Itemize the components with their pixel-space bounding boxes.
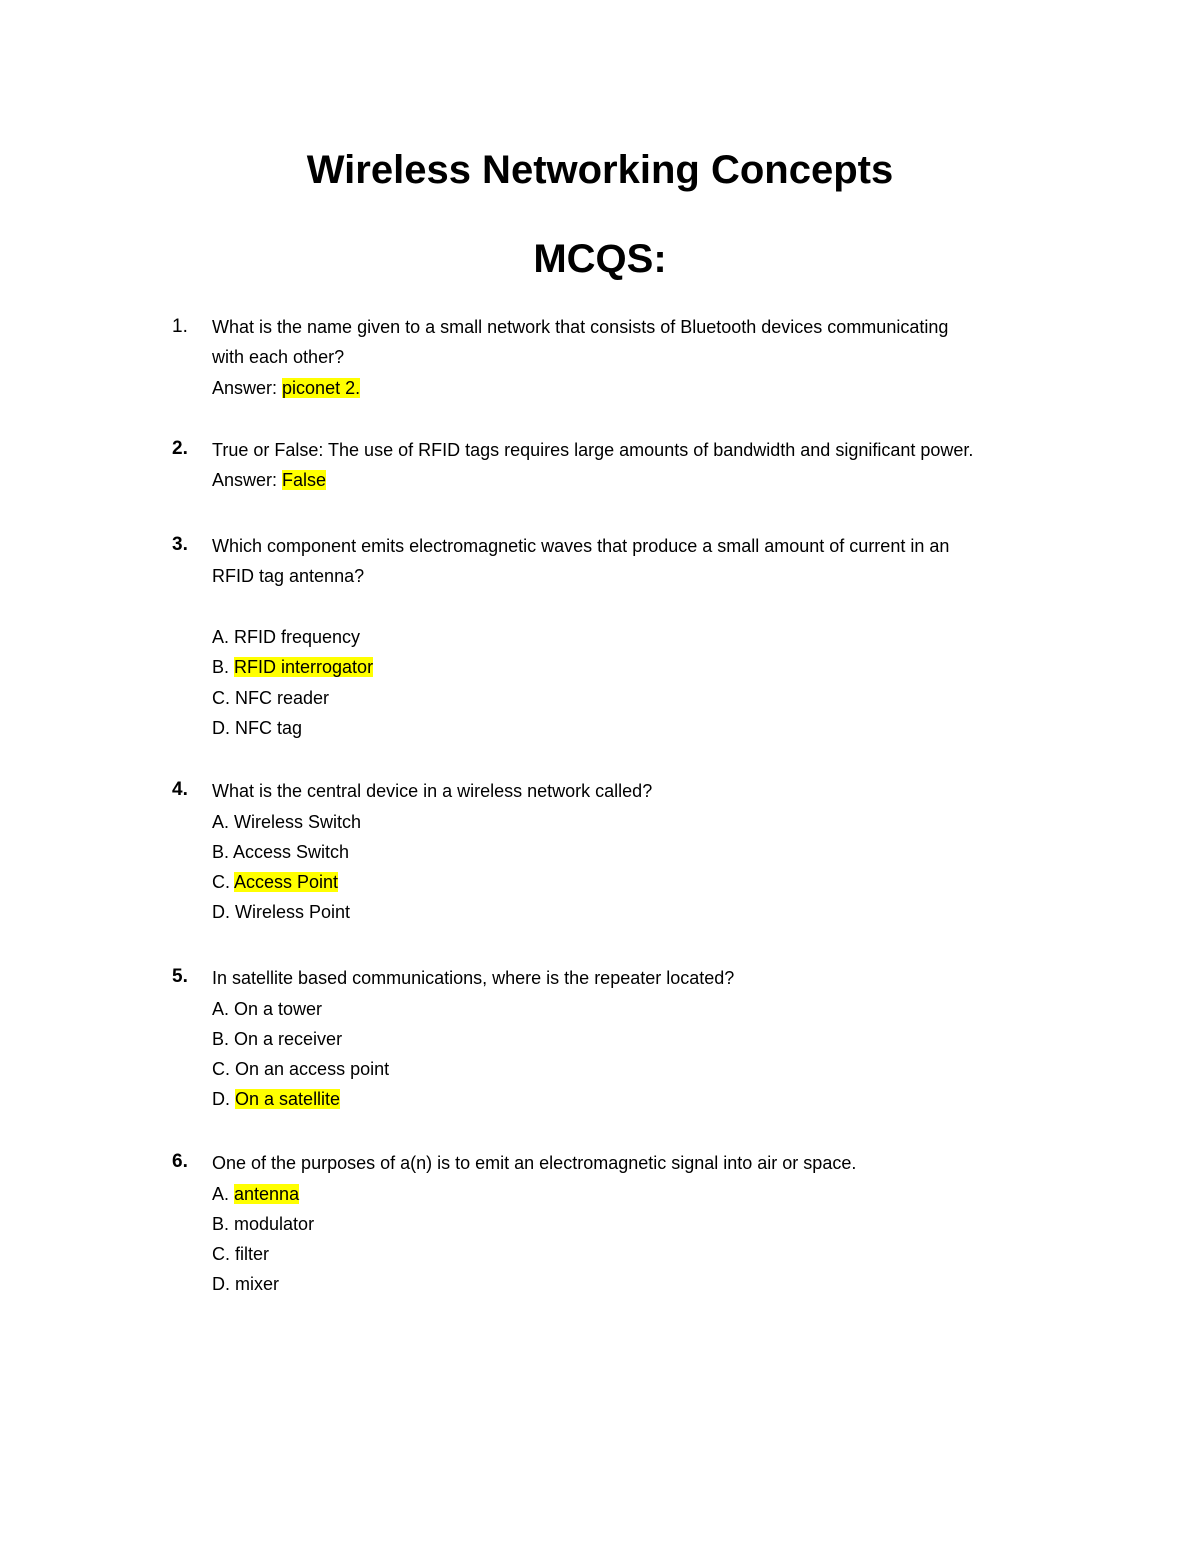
document-subtitle: MCQS:: [533, 237, 667, 281]
question-number: 1.: [172, 316, 188, 337]
option-c: [212, 1242, 269, 1266]
option-a: [212, 1182, 299, 1206]
option-c: [212, 686, 329, 710]
option-d: [212, 900, 350, 924]
option-letter: A.: [212, 627, 235, 647]
option-a: [212, 810, 361, 834]
option-text: RFID frequency: [234, 627, 361, 647]
option-text: NFC tag: [235, 718, 303, 738]
document-title: Wireless Networking Concepts: [306, 148, 894, 192]
question-number: 6.: [172, 1151, 188, 1172]
option-letter: B.: [212, 1214, 235, 1234]
option-text: modulator: [234, 1214, 315, 1234]
option-text: Access Switch: [233, 842, 350, 862]
option-b: [212, 1027, 342, 1051]
option-text: On a receiver: [234, 1029, 343, 1049]
answer-label: Answer:: [212, 470, 283, 490]
option-text-highlighted: Access Point: [234, 872, 339, 892]
option-letter: C.: [212, 688, 236, 708]
option-letter: C.: [212, 1059, 236, 1079]
option-c: [212, 870, 338, 894]
question-number: 4.: [172, 779, 188, 800]
option-d: [212, 1272, 279, 1296]
question-number: 3.: [172, 534, 188, 555]
option-b: [212, 840, 349, 864]
option-text-highlighted: On a satellite: [235, 1089, 341, 1109]
option-letter: D.: [212, 1089, 236, 1109]
question-text: Which component emits electromagnetic waves that produce a small amount of current in an: [212, 536, 950, 556]
option-d: [212, 1087, 340, 1111]
option-letter: D.: [212, 1274, 236, 1294]
option-letter: D.: [212, 902, 236, 922]
option-c: [212, 1057, 389, 1081]
question-number: 5.: [172, 966, 188, 987]
option-text-highlighted: RFID interrogator: [234, 657, 374, 677]
option-text: NFC reader: [235, 688, 330, 708]
option-letter: C.: [212, 872, 235, 892]
answer-highlight: False: [282, 470, 327, 490]
option-b: [212, 655, 373, 679]
option-letter: A.: [212, 812, 235, 832]
option-letter: B.: [212, 842, 234, 862]
option-letter: B.: [212, 1029, 235, 1049]
option-letter: D.: [212, 718, 236, 738]
question-text: What is the name given to a small network that consists of Bluetooth devices communicating: [212, 317, 949, 337]
option-a: [212, 997, 322, 1021]
option-text: filter: [235, 1244, 270, 1264]
option-text: On a tower: [234, 999, 323, 1019]
answer-highlight: piconet 2.: [282, 378, 361, 398]
answer-line: [212, 376, 360, 400]
option-text: On an access point: [235, 1059, 390, 1079]
question-text: One of the purposes of a(n) is to emit an electromagnetic signal into air or space.: [212, 1153, 857, 1173]
option-d: [212, 716, 302, 740]
option-b: [212, 1212, 314, 1236]
option-letter: B.: [212, 657, 235, 677]
option-text: Wireless Point: [235, 902, 351, 922]
question-text: What is the central device in a wireless network called?: [212, 781, 653, 801]
option-letter: A.: [212, 999, 235, 1019]
option-text-highlighted: antenna: [234, 1184, 300, 1204]
answer-line: [212, 468, 326, 492]
question-text: RFID tag antenna?: [212, 566, 365, 586]
option-a: [212, 625, 360, 649]
question-text: with each other?: [212, 347, 345, 367]
option-text: mixer: [235, 1274, 280, 1294]
question-number: 2.: [172, 438, 188, 459]
option-text: Wireless Switch: [234, 812, 362, 832]
answer-label: Answer:: [212, 378, 283, 398]
option-letter: C.: [212, 1244, 236, 1264]
option-letter: A.: [212, 1184, 235, 1204]
question-text: True or False: The use of RFID tags requires large amounts of bandwidth and significant power.: [212, 440, 974, 460]
question-text: In satellite based communications, where is the repeater located?: [212, 968, 735, 988]
